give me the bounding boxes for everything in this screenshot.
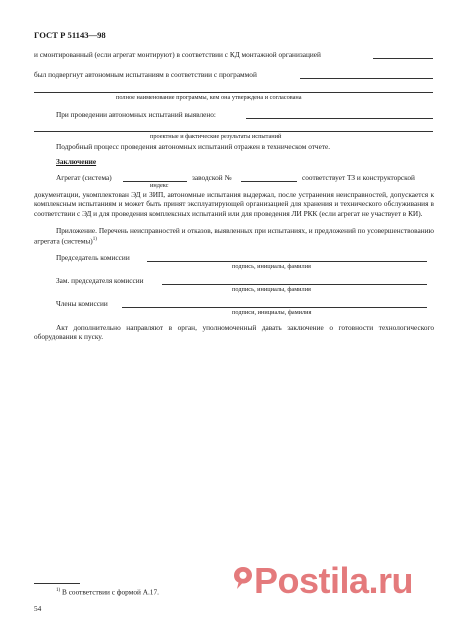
caption-program: полное наименование программы, кем она утверждена и согласована xyxy=(116,94,302,101)
signature-label-deputy: Зам. председателя комиссии xyxy=(56,276,144,285)
blank-line xyxy=(241,181,297,182)
pin-icon xyxy=(233,566,253,590)
text-line-program: был подвергнут автономным испытаниям в соответствии с программой xyxy=(34,70,257,79)
footnote-ref: 1) xyxy=(92,237,97,243)
text-line-installed: и смонтированный (если агрегат монтируют) в соответствии с КД монтажной организацией xyxy=(34,50,321,59)
blank-line xyxy=(34,92,433,93)
blank-line xyxy=(34,131,433,132)
conclusion-heading: Заключение xyxy=(56,157,97,166)
signature-line xyxy=(162,284,427,285)
watermark-text: Postila.ru xyxy=(254,560,414,601)
appendix-paragraph xyxy=(34,226,434,246)
footnote xyxy=(56,586,159,596)
serial-label: заводской № xyxy=(192,173,232,182)
text-line-report: Подробный процесс проведения автономных испытаний отражен в техническом отчете. xyxy=(56,142,331,151)
footnote-separator xyxy=(34,583,80,584)
document-header: ГОСТ Р 51143—98 xyxy=(34,30,106,40)
closing-paragraph: Акт дополнительно направляют в орган, уполномоченный давать заключение о готовности технологического оборудования к пуску. xyxy=(34,323,434,342)
signature-caption: подпись, инициалы, фамилия xyxy=(232,286,311,293)
aggregate-label: Агрегат (система) xyxy=(56,173,112,182)
appendix-text: Приложение. Перечень неисправностей и отказов, выявленных при испытаниях, и предложений по усовершенствованию агрегата (системы) xyxy=(34,226,434,246)
signature-line xyxy=(147,261,427,262)
footnote-text: В соответствии с формой А.17. xyxy=(62,587,159,597)
signature-caption: подписи, инициалы, фамилия xyxy=(232,309,312,316)
caption-results: проектные и фактические результаты испытаний xyxy=(150,133,282,140)
signature-line xyxy=(122,307,427,308)
aggregate-tail: соответствует ТЗ и конструкторской xyxy=(302,173,415,182)
signature-label-chairman: Председатель комиссии xyxy=(56,253,130,262)
conclusion-paragraph: документации, укомплектован ЭД и ЗИП, автономные испытания выдержал, после устранения неисправностей, допускается к комплексным испытаниям и может быть принят эксплуатирующей организацией для хранения и технического обслуживания в соответствии с ЭД и для проведения комплексных испытаний или для проведения ЛИ РКК (если агрегат не участвует в КИ). xyxy=(34,190,434,218)
index-caption: индекс xyxy=(150,182,169,189)
footnote-mark: 1) xyxy=(56,588,61,593)
signature-caption: подпись, инициалы, фамилия xyxy=(232,263,311,270)
text-line-revealed: При проведении автономных испытаний выявлено: xyxy=(56,110,216,119)
page-number: 54 xyxy=(34,604,42,613)
blank-line xyxy=(300,78,433,79)
blank-line xyxy=(246,118,433,119)
blank-line xyxy=(373,58,433,59)
signature-label-members: Члены комиссии xyxy=(56,299,108,308)
